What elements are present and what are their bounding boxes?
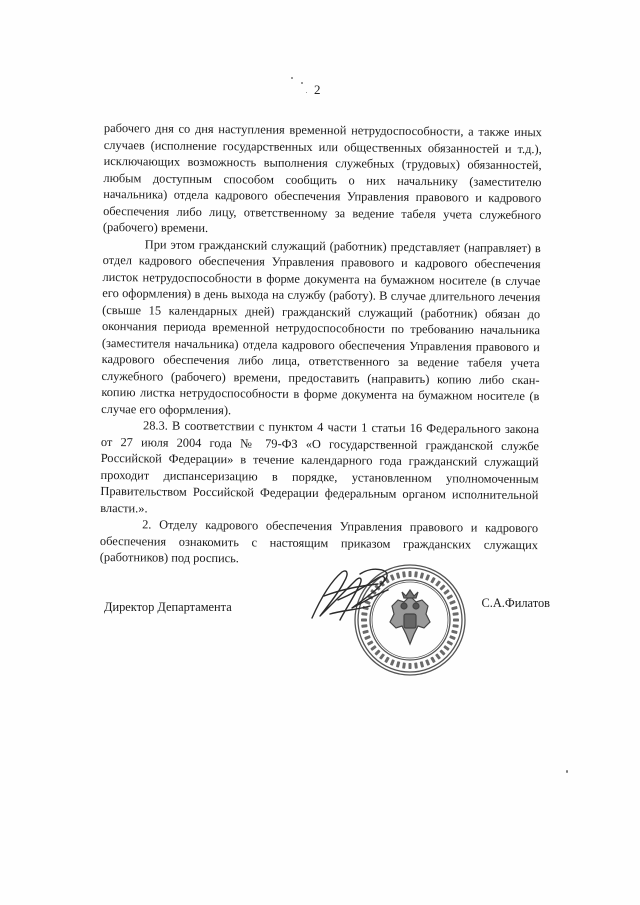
seal-letter-mark (452, 624, 458, 628)
seal-letter-mark (439, 649, 445, 655)
seal-letter-mark (449, 600, 456, 605)
signer-name: С.А.Филатов (481, 596, 550, 610)
seal-letter-mark (439, 584, 445, 590)
seal-letter-mark (449, 635, 456, 640)
seal-letter-mark (390, 659, 395, 666)
seal-letter-mark (402, 662, 406, 668)
seal-letter-mark (362, 630, 369, 634)
seal-letter-mark (435, 653, 441, 660)
seal-letter-mark (396, 661, 400, 668)
seal-letter-mark (443, 589, 450, 595)
seal-letter-mark (420, 661, 424, 668)
seal-letter-mark (384, 656, 390, 663)
paragraph-28-3: 28.3. В соответствии с пунктом 4 части 1 статьи 16 Федерального закона от 27 июля 2004 года № 79-ФЗ «О государственной гражданской службе Российской Федерации» в течение календарного года гражданский служащий проходит диспансеризацию в порядке, установленном уполномоченным Правительством Российской Федерации федеральным органом исполнительной власти.». (100, 418, 540, 515)
seal-letter-mark (443, 645, 450, 651)
paragraph-continuation: рабочего дня со дня наступления временной нетрудоспособности, а также иных случаев (исполнение государственных или общественных обязанностей и т.д.), исключающих возможность выполнения служебных (трудовых) обязанностей, любым доступным способом сообщить о них начальнику (заместителю начальника) отдела кадрового обеспечения Управления правового и кадрового обеспечения либо лицу, ответственному за ведение табеля учета служебного (рабочего) времени. (102, 120, 542, 236)
signature-icon (300, 560, 410, 630)
seal-letter-mark (379, 653, 385, 660)
paragraph-sick-leave: При этом гражданский служащий (работник) представляет (направляет) в отдел кадрового обеспечения Управления правового и кадрового обеспечения листок нетрудоспособности в форме документа на бумажном носителе (в случае его оформления) в день выхода на службу (работу). В случае длительного лечения (свыше 15 календарных дней) гражданский служащий (работник) обязан до окончания периода временной нетрудоспособности по требованию начальника (заместителя начальника) отдела кадрового обеспечения Управления правового и кадрового обеспечения либо лица, ответственного за ведение табеля учета служебного (рабочего) времени, предоставить (направить) копию либо скан-копию листка нетрудоспособности в форме документа на бумажном носителе (в случае его оформления). (101, 236, 541, 417)
seal-letter-mark (425, 659, 430, 666)
paragraph-2: 2. Отделу кадрового обеспечения Управления правового и кадрового обеспечения ознакомить с настоящим приказом гражданских служащих (работников) под роспись. (99, 517, 539, 566)
seal-letter-mark (446, 640, 453, 646)
document-body (100, 120, 542, 570)
seal-letter-mark (364, 635, 371, 640)
seal-letter-mark (451, 606, 458, 610)
seal-letter-mark (452, 612, 458, 616)
scan-speck (566, 770, 568, 773)
scan-speck (301, 82, 303, 84)
signer-position: Директор Департамента (104, 600, 232, 614)
seal-letter-mark (446, 594, 453, 600)
seal-letter-mark (453, 619, 459, 622)
page-number: 2 (314, 82, 321, 97)
seal-letter-mark (367, 640, 374, 646)
seal-letter-mark (420, 572, 424, 579)
seal-letter-mark (370, 645, 377, 651)
seal-letter-mark (451, 630, 458, 634)
seal-letter-mark (425, 574, 430, 581)
scan-speck (306, 92, 307, 93)
seal-letter-mark (374, 649, 380, 655)
seal-letter-mark (435, 580, 441, 587)
seal-letter-mark (430, 577, 436, 584)
seal-letter-mark (409, 663, 412, 669)
scan-speck (291, 77, 293, 79)
seal-letter-mark (414, 571, 418, 577)
seal-letter-mark (414, 662, 418, 668)
seal-letter-mark (430, 656, 436, 663)
